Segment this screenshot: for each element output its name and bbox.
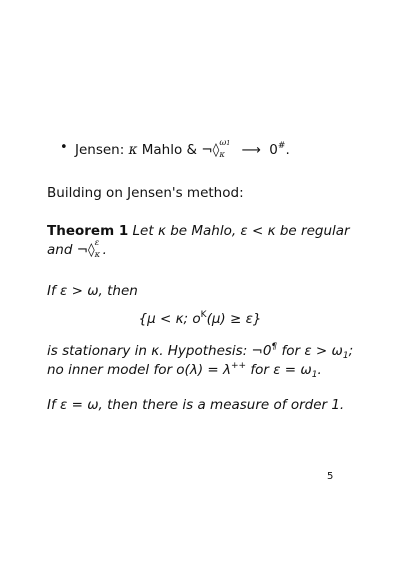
jensen-period: . [285,142,290,158]
formula-left: {μ < κ; o [138,311,201,327]
if-line: If ε > ω, then [47,283,138,299]
stationary-line-2 [47,357,322,384]
theorem-statement-1: Let κ be Mahlo, ε < κ be regular [132,223,350,239]
jensen-line [75,137,290,159]
formula-right: (μ) ≥ ε} [206,311,262,327]
arrow-symbol: ⟶ [241,142,261,158]
stationary-text-2a: no inner model for o(λ) = λ [47,362,231,378]
formula-superscript: K [200,310,207,320]
stationary-text-1c: ; [348,343,354,359]
sharp-superscript: # [277,141,286,151]
jensen-label: Jensen: [75,142,125,158]
kappa-symbol: κ [128,142,138,158]
theorem-period: . [102,242,107,258]
stationary-text-2b: for ε = ω [246,362,312,378]
stationary-text-1b: for ε > ω [277,343,343,359]
mahlo-text: Mahlo & [141,142,198,158]
negation-symbol: ¬ [201,142,213,158]
theorem-line-1 [47,222,350,240]
theorem-line-2 [47,238,107,260]
stationary-text-2c: . [317,362,322,378]
display-formula [0,310,400,327]
theorem-diamond-superscript: ε [94,238,100,248]
page-number: 5 [327,471,334,482]
bullet-icon: • [60,140,68,155]
pilcrow-superscript: ¶ [271,342,278,352]
omega-symbol: ω [219,138,227,148]
stationary-text-1a: is stationary in κ. Hypothesis: ¬0 [47,343,272,359]
theorem-diamond-indices [94,238,103,260]
theorem-statement-2: and ¬◊ [47,242,95,258]
diamond-indices [219,138,233,160]
omega-one-subscript-2: 1 [311,370,318,380]
theorem-label: Theorem 1 [47,223,129,239]
omega-subscript: 1 [226,139,231,147]
diamond-subscript: κ [219,150,225,160]
building-line: Building on Jensen's method: [47,185,244,201]
zero-sharp: 0 [269,142,278,158]
diamond-symbol: ◊ [212,142,220,158]
plusplus-superscript: ++ [230,361,247,371]
omega-one-subscript: 1 [342,351,349,361]
final-line: If ε = ω, then there is a measure of order 1. [47,397,345,413]
theorem-diamond-subscript: κ [94,250,101,260]
